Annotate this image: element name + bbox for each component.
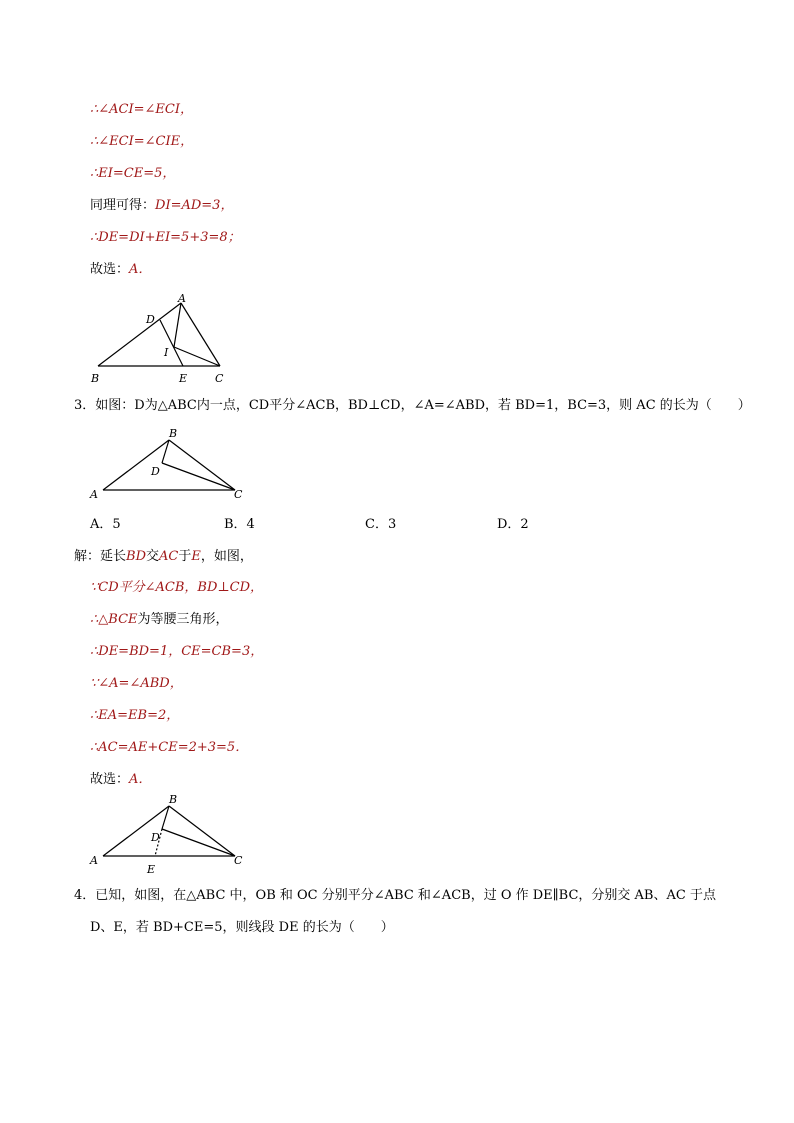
sol2-line-5: ∴DE=DI+EI=5+3=8； <box>90 230 241 245</box>
sol3-line-4: ∴DE=BD=1，CE=CB=3， <box>90 644 264 659</box>
q2-label-a: A <box>178 292 186 305</box>
q3-number: 3． <box>74 398 96 413</box>
q3-label-d: D <box>151 465 160 478</box>
q3-stem <box>74 398 751 414</box>
sol2-line-1: ∴∠ACI=∠ECI， <box>90 102 193 117</box>
q2-figure <box>85 288 245 386</box>
sol3-answer-choice: A． <box>129 772 152 787</box>
q2-label-e: E <box>179 372 188 385</box>
sol3-line-3 <box>90 612 229 628</box>
q3-option-d: D．2 <box>497 517 529 532</box>
q4-stem-line-1: 已知，如图，在△ABC 中，OB 和 OC 分别平分∠ABC 和∠ACB，过 O 作 DE∥BC，分别交 AB、AC 于点 <box>95 888 716 903</box>
q2-label-c: C <box>215 372 224 385</box>
sol3-line-1 <box>74 549 253 565</box>
sol3-label-e: E <box>147 863 156 876</box>
q3-stem-prefix: 如图： <box>95 398 135 413</box>
q2-label-d: D <box>146 313 155 326</box>
q3-figure <box>85 424 255 504</box>
sol3-l1-b: BD <box>126 549 146 564</box>
sol3-l1-e: 于 <box>178 549 192 564</box>
q2-label-b: B <box>91 372 100 385</box>
q4-line-2: D、E，若 BD+CE=5，则线段 DE 的长为（ ） <box>90 920 394 935</box>
sol3-label-d: D <box>151 831 160 844</box>
q4-line-1 <box>74 888 716 904</box>
q3-stem-text: D为△ABC内一点，CD平分∠ACB，BD⊥CD，∠A=∠ABD，若 BD=1，BC=3，则 AC 的长为（ ） <box>134 398 751 413</box>
sol3-l1-f: E <box>191 549 201 564</box>
sol3-line-7: ∴AC=AE+CE=2+3=5． <box>90 740 249 755</box>
q3-label-b: B <box>169 427 178 440</box>
sol2-line-4-math: DI=AD=3， <box>155 198 234 213</box>
q2-label-i: I <box>164 346 169 359</box>
q3-label-a: A <box>90 488 98 501</box>
sol3-line-2: ∵CD平分∠ACB，BD⊥CD， <box>90 580 263 595</box>
sol2-answer <box>90 262 151 278</box>
q3-label-c: C <box>234 488 243 501</box>
sol3-l1-c: 交 <box>146 549 160 564</box>
sol2-answer-choice: A． <box>129 262 152 277</box>
sol2-answer-prefix: 故选： <box>90 262 130 277</box>
q3-option-c: C．3 <box>365 517 397 532</box>
sol2-line-4 <box>90 198 233 214</box>
q3-option-b: B．4 <box>224 517 255 532</box>
sol3-label-a: A <box>90 854 98 867</box>
sol3-label-c: C <box>234 854 243 867</box>
sol3-figure <box>85 790 255 880</box>
sol3-line-6: ∴EA=EB=2， <box>90 708 180 723</box>
sol2-line-3: ∴EI=CE=5， <box>90 166 176 181</box>
sol2-line-2: ∴∠ECI=∠CIE， <box>90 134 194 149</box>
sol3-answer <box>90 772 151 788</box>
sol3-label-b: B <box>169 793 178 806</box>
sol3-line-5: ∵∠A=∠ABD， <box>90 676 183 691</box>
sol3-l1-d: AC <box>159 549 179 564</box>
sol3-answer-prefix: 故选： <box>90 772 130 787</box>
sol2-line-4-text: 同理可得： <box>90 198 156 213</box>
sol3-l1-a: 解：延长 <box>74 549 127 564</box>
sol3-l1-g: ，如图， <box>200 549 253 564</box>
q3-option-a: A．5 <box>90 517 121 532</box>
sol3-l3-text: 为等腰三角形， <box>137 612 229 627</box>
q4-number: 4． <box>74 888 96 903</box>
sol3-l3-math: ∴△BCE <box>90 612 138 627</box>
